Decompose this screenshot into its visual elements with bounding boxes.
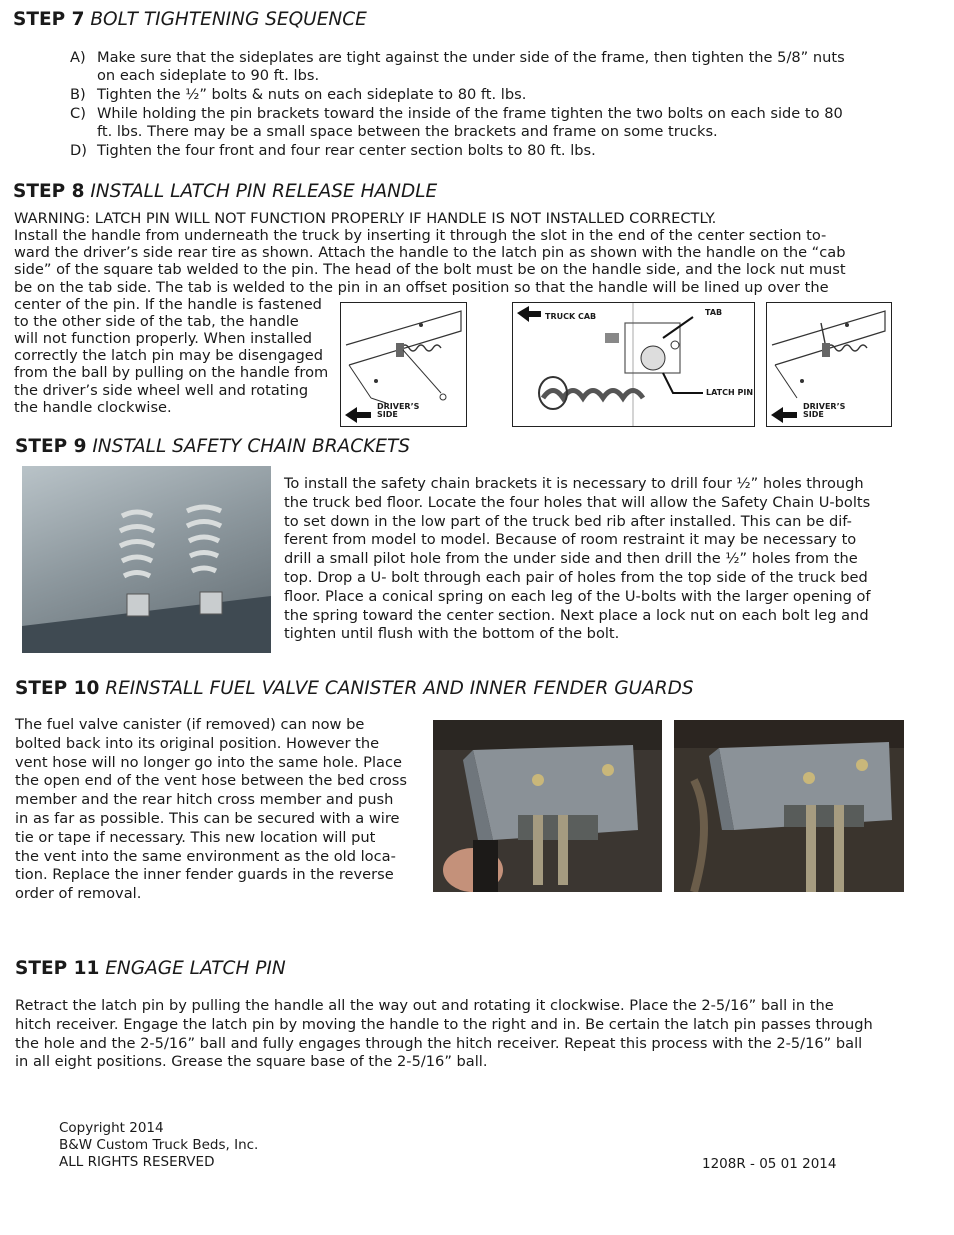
step7-number: STEP 7 bbox=[13, 9, 85, 30]
step9-line: drill a small pilot hole from the under side and then drill the ½” holes from the bbox=[284, 550, 858, 568]
fuel-canister-photo-1-drawing bbox=[433, 720, 662, 892]
list-item bbox=[70, 105, 910, 142]
step10-line: tie or tape if necessary. This new location will put bbox=[15, 828, 376, 846]
step8-side-line: to the other side of the tab, the handle bbox=[14, 313, 299, 330]
step11-number: STEP 11 bbox=[15, 958, 100, 979]
step11-line: the hole and the 2-5/16” ball and fully engages through the hitch receiver. Repeat this process with the 2-5/16” ball bbox=[15, 1034, 863, 1052]
latch-pin-diagram-drawing bbox=[513, 303, 754, 426]
safety-chain-photo-drawing bbox=[22, 466, 271, 653]
list-text: Make sure that the sideplates are tight against the under side of the frame, then tighten the 5/8” nuts bbox=[97, 49, 845, 66]
step11-line: hitch receiver. Engage the latch pin by moving the handle to the right and in. Be certain the latch pin passes through bbox=[15, 1015, 873, 1033]
list-item bbox=[70, 142, 910, 160]
step8-side-line: the driver’s side wheel well and rotating bbox=[14, 382, 309, 399]
step9-number: STEP 9 bbox=[15, 436, 87, 457]
step10-line: in as far as possible. This can be secured with a wire bbox=[15, 809, 400, 827]
drivers-side-label: SIDE bbox=[377, 410, 398, 419]
step11-line: Retract the latch pin by pulling the handle all the way out and rotating it clockwise. Place the 2-5/16” ball in the bbox=[15, 997, 834, 1014]
list-text: While holding the pin brackets toward the inside of the frame tighten the two bolts on each side to 80 bbox=[97, 105, 843, 122]
step8-heading bbox=[13, 181, 437, 202]
footer-copyright: Copyright 2014 bbox=[59, 1120, 164, 1136]
step7-heading bbox=[13, 9, 367, 30]
step10-line: the open end of the vent hose between the bed cross bbox=[15, 772, 408, 790]
step8-line: side” of the square tab welded to the pin. The head of the bolt must be on the handle side, and the lock nut must bbox=[14, 261, 846, 278]
footer-copyright-block bbox=[59, 1120, 258, 1171]
step9-heading bbox=[15, 436, 410, 457]
step9-line: top. Drop a U- bolt through each pair of holes from the top side of the truck bed bbox=[284, 568, 868, 586]
step7-title: BOLT TIGHTENING SEQUENCE bbox=[90, 9, 367, 30]
step10-heading bbox=[15, 678, 694, 699]
footer-doc-code: 1208R - 05 01 2014 bbox=[702, 1156, 837, 1172]
truck-cab-label: TRUCK CAB bbox=[545, 312, 597, 321]
handle-diagram-left bbox=[340, 302, 467, 427]
step11-body bbox=[15, 997, 915, 1072]
step10-line: bolted back into its original position. However the bbox=[15, 734, 380, 752]
step8-line: ward the driver’s side rear tire as shown. Attach the handle to the latch pin as shown with the handle on the “cab bbox=[14, 244, 846, 261]
step10-line: order of removal. bbox=[15, 885, 142, 903]
list-label: D) bbox=[70, 142, 87, 159]
list-text: on each sideplate to 90 ft. lbs. bbox=[97, 67, 320, 85]
step8-line: Install the handle from underneath the truck by inserting it through the slot in the end of the center section to- bbox=[14, 227, 827, 244]
drivers-side-label: DRIVER’S bbox=[377, 402, 420, 411]
step9-line: floor. Place a conical spring on each leg of the U-bolts with the larger opening of bbox=[284, 587, 871, 605]
handle-diagram-right bbox=[766, 302, 892, 427]
step8-side-line: the handle clockwise. bbox=[14, 399, 172, 416]
step10-line: The fuel valve canister (if removed) can now be bbox=[15, 716, 365, 733]
list-text: Tighten the ½” bolts & nuts on each sideplate to 80 ft. lbs. bbox=[97, 86, 527, 103]
step11-heading bbox=[15, 958, 286, 979]
step10-title: REINSTALL FUEL VALVE CANISTER AND INNER FENDER GUARDS bbox=[105, 678, 694, 699]
step9-body bbox=[284, 475, 906, 644]
drivers-side-label: SIDE bbox=[803, 410, 824, 419]
step10-line: vent hose will no longer go into the same hole. Place bbox=[15, 753, 402, 771]
step8-side-line: from the ball by pulling on the handle from bbox=[14, 364, 329, 381]
step11-line: in all eight positions. Grease the square base of the 2-5/16” ball. bbox=[15, 1053, 488, 1071]
list-item bbox=[70, 49, 910, 86]
step9-line: the truck bed floor. Locate the four holes that will allow the Safety Chain U-bolts bbox=[284, 493, 871, 511]
step9-line: the spring toward the center section. Next place a lock nut on each bolt leg and bbox=[284, 606, 869, 624]
safety-chain-photo bbox=[22, 466, 271, 653]
step9-line: tighten until flush with the bottom of the bolt. bbox=[284, 625, 620, 643]
step8-side-line: correctly the latch pin may be disengaged bbox=[14, 347, 324, 364]
latch-pin-label: LATCH PIN bbox=[706, 388, 754, 397]
latch-pin-diagram bbox=[512, 302, 755, 427]
footer-company: B&W Custom Truck Beds, Inc. bbox=[59, 1137, 259, 1153]
footer-rights: ALL RIGHTS RESERVED bbox=[59, 1154, 215, 1170]
fuel-canister-photo-1 bbox=[433, 720, 662, 892]
step8-line: be on the tab side. The tab is welded to the pin in an offset position so that the handle will be lined up over the bbox=[14, 279, 829, 296]
step8-side-line: center of the pin. If the handle is fastened bbox=[14, 296, 322, 313]
step8-title: INSTALL LATCH PIN RELEASE HANDLE bbox=[90, 181, 438, 202]
fuel-canister-photo-2 bbox=[674, 720, 904, 892]
step9-line: ferent from model to model. Because of room restraint it may be necessary to bbox=[284, 531, 857, 549]
step10-body bbox=[15, 716, 419, 904]
step8-warning: WARNING: LATCH PIN WILL NOT FUNCTION PROPERLY IF HANDLE IS NOT INSTALLED CORRECTLY. bbox=[14, 210, 717, 227]
step9-title: INSTALL SAFETY CHAIN BRACKETS bbox=[92, 436, 410, 457]
step9-line: To install the safety chain brackets it is necessary to drill four ½” holes through bbox=[284, 475, 864, 492]
step10-number: STEP 10 bbox=[15, 678, 100, 699]
list-item bbox=[70, 86, 910, 104]
step10-line: the vent into the same environment as the old loca- bbox=[15, 847, 396, 865]
tab-label: TAB bbox=[705, 308, 723, 317]
step9-line: to set down in the low part of the truck bed rib after installed. This can be dif- bbox=[284, 512, 852, 530]
step8-side-line: will not function properly. When installed bbox=[14, 330, 313, 347]
list-label: A) bbox=[70, 49, 86, 66]
fuel-canister-photo-2-drawing bbox=[674, 720, 904, 892]
list-label: B) bbox=[70, 86, 86, 103]
step11-title: ENGAGE LATCH PIN bbox=[105, 958, 286, 979]
step10-line: member and the rear hitch cross member and push bbox=[15, 791, 394, 809]
step8-number: STEP 8 bbox=[13, 181, 85, 202]
list-text: Tighten the four front and four rear center section bolts to 80 ft. lbs. bbox=[97, 142, 596, 159]
step10-line: tion. Replace the inner fender guards in the reverse bbox=[15, 866, 394, 884]
drivers-side-label: DRIVER’S bbox=[803, 402, 846, 411]
list-label: C) bbox=[70, 105, 86, 122]
list-text: ft. lbs. There may be a small space between the brackets and frame on some trucks. bbox=[97, 123, 718, 141]
